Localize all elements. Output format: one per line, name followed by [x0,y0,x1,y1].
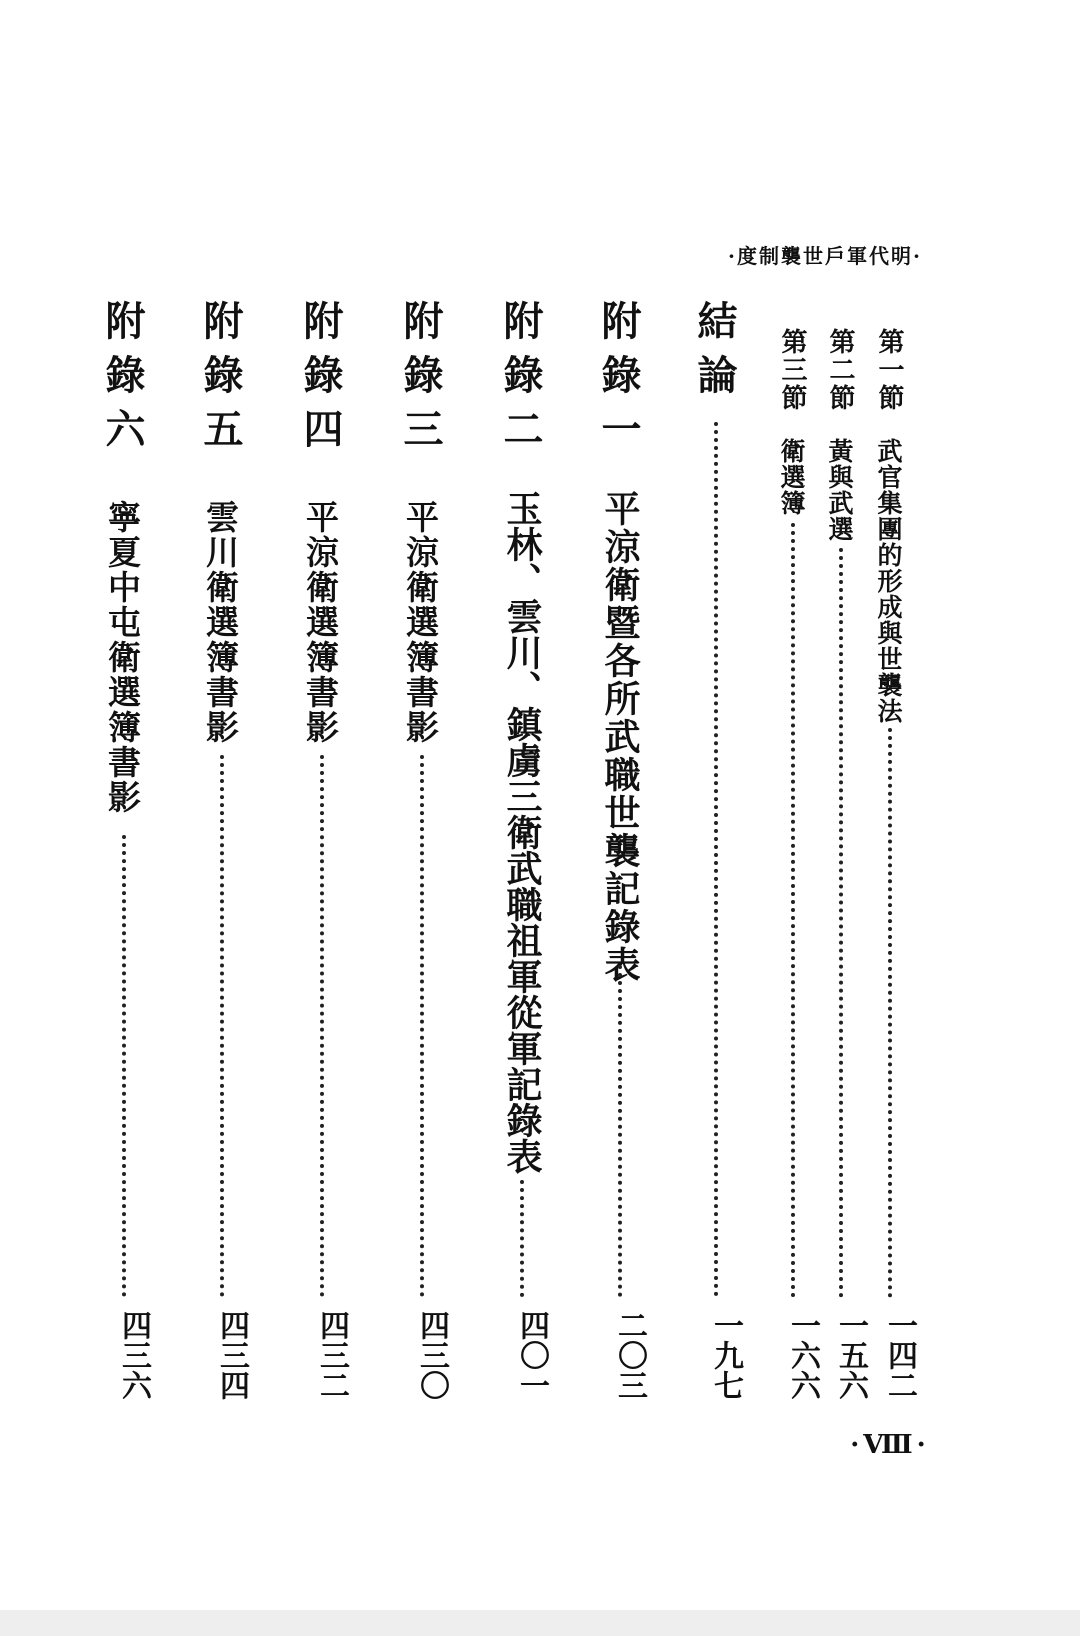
toc-entry-appendix-4[interactable] [297,300,349,1400]
toc-entry-appendix-6[interactable] [99,300,151,1400]
toc-entry-appendix-3[interactable] [397,300,449,1400]
entry-label: 附錄三 [397,300,444,462]
entry-page-number: 四三六 [116,1310,151,1400]
entry-page-number: 一五六 [833,1310,868,1400]
entry-label: 第一節 [874,328,904,412]
entry-title: 平涼衛選簿書影 [401,500,440,745]
entry-label: 附錄一 [595,300,642,462]
leader-dots [420,755,424,1297]
entry-title: 黃與武選 [825,438,854,542]
running-header: ·明代軍戶世襲制度· [728,244,922,268]
page-folio: ·Ⅷ· [850,1430,930,1460]
leader-dots [714,422,718,1297]
entry-page-number: 一四二 [882,1310,917,1400]
entry-title: 玉林、雲川、鎮虜三衛武職祖軍從軍記錄表 [501,490,543,1174]
leader-dots [520,1180,524,1297]
toc-entry-appendix-1[interactable] [595,300,647,1400]
entry-title: 雲川衛選簿書影 [201,500,240,745]
toc-entry-section-3[interactable] [769,328,820,1408]
entry-page-number: 四〇一 [514,1310,549,1400]
entry-title: 衛選簿 [777,438,806,516]
entry-page-number: 一九七 [708,1310,743,1400]
entry-page-number: 四三二 [314,1310,349,1400]
entry-page-number: 一六六 [785,1310,820,1400]
entry-page-number: 二〇三 [612,1310,647,1400]
leader-dots [839,548,843,1298]
entry-title: 寧夏中屯衛選簿書影 [103,500,142,815]
toc-entry-section-2[interactable] [817,328,868,1408]
toc-entry-appendix-5[interactable] [197,300,249,1400]
entry-label: 附錄六 [99,300,146,462]
entry-page-number: 四三〇 [414,1310,449,1400]
entry-label: 結論 [691,300,738,408]
leader-dots [791,523,795,1298]
entry-title: 武官集團的形成與世襲法 [874,438,903,724]
viewer-bottom-bar [0,1610,1080,1636]
toc-entry-conclusion[interactable] [691,300,743,1400]
toc-entry-section-1[interactable] [866,328,917,1408]
leader-dots [122,835,126,1297]
entry-page-number: 四三四 [214,1310,249,1400]
toc-entry-appendix-2[interactable] [497,300,549,1400]
leader-dots [618,965,622,1297]
entry-label: 附錄二 [497,300,544,462]
leader-dots [320,755,324,1297]
entry-label: 附錄四 [297,300,344,462]
entry-title: 平涼衛暨各所武職世襲記錄表 [599,490,641,984]
entry-label: 附錄五 [197,300,244,462]
leader-dots [220,755,224,1297]
entry-title: 平涼衛選簿書影 [301,500,340,745]
entry-label: 第三節 [777,328,807,412]
entry-label: 第二節 [825,328,855,412]
leader-dots [888,728,892,1298]
